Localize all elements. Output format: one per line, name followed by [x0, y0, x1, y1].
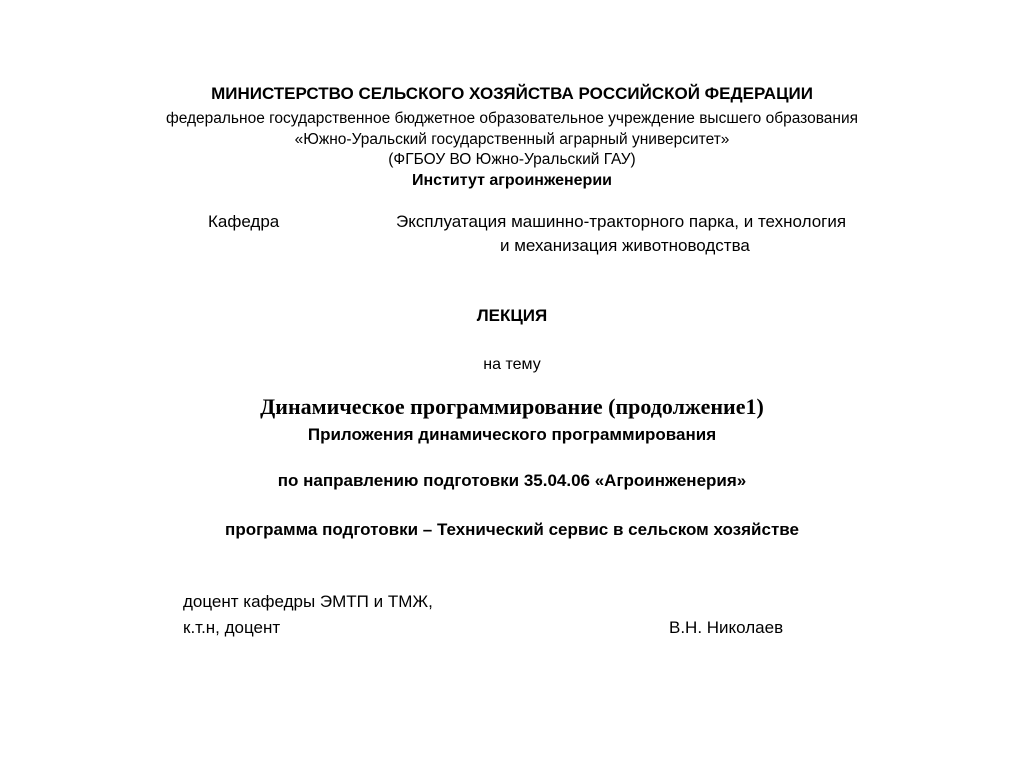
university-short-name: (ФГБОУ ВО Южно-Уральский ГАУ): [388, 151, 636, 168]
training-program: программа подготовки – Технический сервис в сельском хозяйстве: [225, 520, 799, 539]
institute-name: Институт агроинженерии: [412, 172, 612, 189]
department-name-line1: Эксплуатация машинно-тракторного парка, и технология: [396, 212, 847, 231]
lecture-heading: ЛЕКЦИЯ: [476, 306, 548, 325]
on-topic-label: на тему: [483, 356, 541, 373]
training-direction: по направлению подготовки 35.04.06 «Агроинженерия»: [277, 471, 747, 490]
author-position-line2: к.т.н, доцент: [183, 618, 281, 637]
author-position-line1: доцент кафедры ЭМТП и ТМЖ,: [183, 592, 433, 611]
federal-institution-line: федеральное государственное бюджетное образовательное учреждение высшего образования: [165, 110, 859, 127]
department-label: Кафедра: [208, 212, 280, 231]
department-name-line2: и механизация животноводства: [500, 236, 750, 255]
lecture-subtitle: Приложения динамического программирования: [307, 425, 717, 444]
author-name: В.Н. Николаев: [669, 618, 784, 637]
ministry-heading: МИНИСТЕРСТВО СЕЛЬСКОГО ХОЗЯЙСТВА РОССИЙСКОЙ ФЕДЕРАЦИИ: [211, 84, 813, 103]
university-name: «Южно-Уральский государственный аграрный университет»: [294, 131, 730, 148]
lecture-title: Динамическое программирование (продолжение1): [260, 394, 764, 419]
